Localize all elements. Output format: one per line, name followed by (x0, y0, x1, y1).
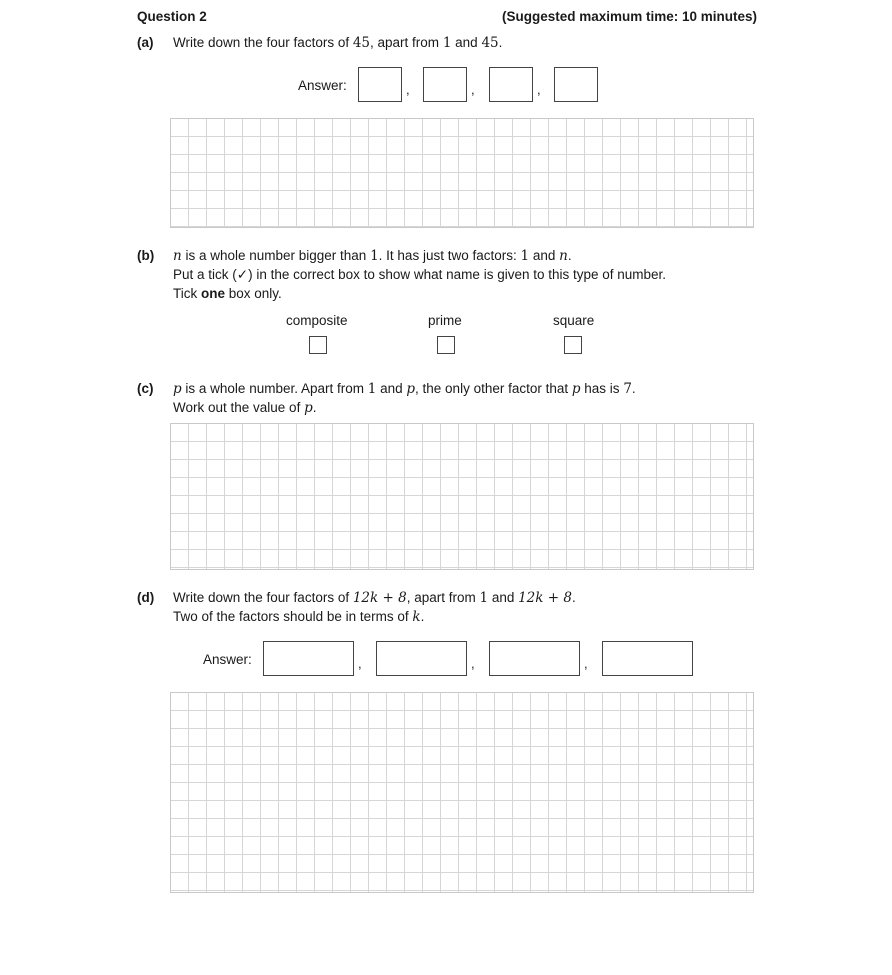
part-a-answer-box-1[interactable] (358, 67, 402, 102)
tick-box-square[interactable] (564, 336, 582, 354)
part-a-answer-box-2[interactable] (423, 67, 467, 102)
part-a-separator: , (406, 82, 410, 97)
tick-box-composite[interactable] (309, 336, 327, 354)
part-d-answer-box-3[interactable] (489, 641, 580, 676)
suggested-time: (Suggested maximum time: 10 minutes) (502, 9, 758, 24)
option-label-prime: prime (428, 313, 462, 328)
question-title: Question 2 (137, 9, 207, 24)
part-a-answer-box-4[interactable] (554, 67, 598, 102)
part-b-label: (b) (137, 248, 155, 263)
part-a-label: (a) (137, 35, 154, 50)
part-c-working-grid[interactable] (170, 423, 754, 570)
part-d-answer-box-1[interactable] (263, 641, 354, 676)
part-a-question: Write down the four factors of 45, apart from 1 and 45. (173, 35, 503, 51)
part-d-working-grid[interactable] (170, 692, 754, 893)
part-d-line-2: Two of the factors should be in terms of k. (173, 609, 425, 625)
part-d-separator: , (358, 656, 362, 671)
part-d-answer-box-2[interactable] (376, 641, 467, 676)
part-b-line-3: Tick one box only. (173, 286, 282, 301)
part-c-line-1: p is a whole number. Apart from 1 and p, the only other factor that p has is 7. (173, 381, 636, 397)
tick-box-prime[interactable] (437, 336, 455, 354)
part-d-answer-label: Answer: (203, 652, 252, 667)
part-d-separator: , (471, 656, 475, 671)
part-a-working-grid[interactable] (170, 118, 754, 228)
part-d-label: (d) (137, 590, 155, 605)
part-a-answer-box-3[interactable] (489, 67, 533, 102)
part-a-separator: , (537, 82, 541, 97)
part-d-separator: , (584, 656, 588, 671)
part-c-label: (c) (137, 381, 154, 396)
part-d-answer-box-4[interactable] (602, 641, 693, 676)
part-a-separator: , (471, 82, 475, 97)
part-b-line-1: n is a whole number bigger than 1. It has just two factors: 1 and n. (173, 248, 572, 264)
part-c-line-2: Work out the value of p. (173, 400, 317, 416)
part-b-line-2: Put a tick (✓) in the correct box to show what name is given to this type of number. (173, 267, 667, 282)
part-a-answer-label: Answer: (298, 78, 347, 93)
option-label-composite: composite (286, 313, 348, 328)
option-label-square: square (553, 313, 595, 328)
part-d-line-1: Write down the four factors of 12k + 8, apart from 1 and 12k + 8. (173, 590, 576, 606)
